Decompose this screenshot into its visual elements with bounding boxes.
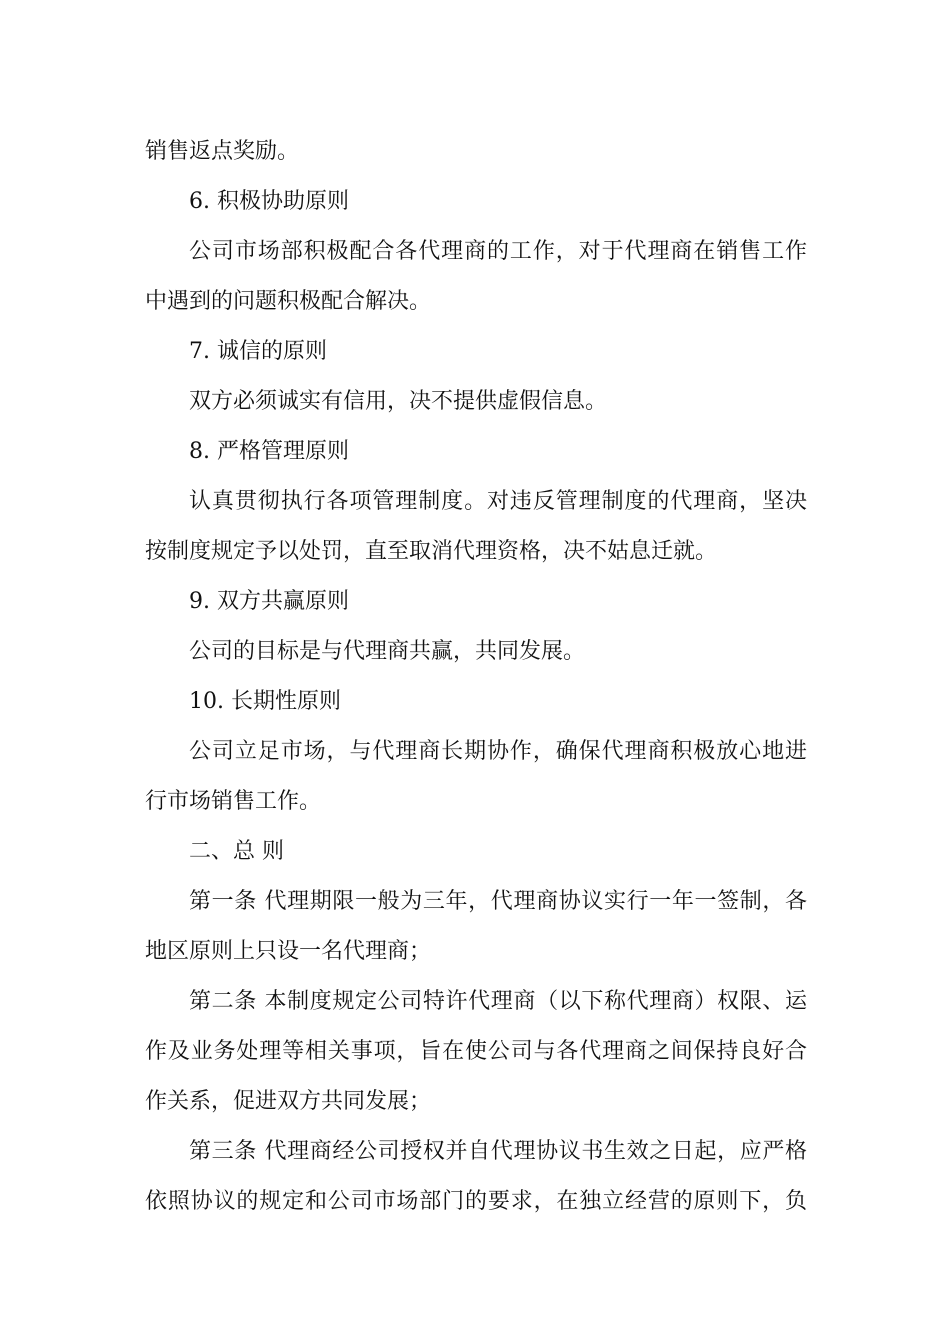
paragraph-line: 行市场销售工作。 <box>145 789 322 814</box>
article-line: 作及业务处理等相关事项，旨在使公司与各代理商之间保持良好合 <box>145 1039 807 1064</box>
paragraph-line: 认真贯彻执行各项管理制度。对违反管理制度的代理商，坚决 <box>189 489 807 514</box>
article-line: 第三条 代理商经公司授权并自代理协议书生效之日起，应严格 <box>189 1139 807 1164</box>
paragraph-line: 按制度规定予以处罚，直至取消代理资格，决不姑息迁就。 <box>145 539 718 564</box>
section-heading: 8. 严格管理原则 <box>189 439 349 464</box>
paragraph-line: 公司市场部积极配合各代理商的工作，对于代理商在销售工作 <box>189 239 807 264</box>
document-body <box>145 127 807 1227</box>
paragraph-line: 公司立足市场，与代理商长期协作，确保代理商积极放心地进 <box>189 739 807 764</box>
section-heading: 10. 长期性原则 <box>189 689 341 714</box>
paragraph-line: 销售返点奖励。 <box>145 139 300 164</box>
section-heading: 7. 诚信的原则 <box>189 339 327 364</box>
section-heading: 9. 双方共赢原则 <box>189 589 349 614</box>
chapter-heading: 二、总 则 <box>189 839 284 864</box>
article-line: 第一条 代理期限一般为三年，代理商协议实行一年一签制，各 <box>189 889 807 914</box>
paragraph-line: 双方必须诚实有信用，决不提供虚假信息。 <box>189 389 608 414</box>
paragraph-line: 中遇到的问题积极配合解决。 <box>145 289 432 314</box>
article-line: 地区原则上只设一名代理商； <box>145 939 432 964</box>
section-heading: 6. 积极协助原则 <box>189 189 349 214</box>
paragraph-line: 公司的目标是与代理商共赢，共同发展。 <box>189 639 586 664</box>
article-line: 依照协议的规定和公司市场部门的要求，在独立经营的原则下，负 <box>145 1189 807 1214</box>
article-line: 作关系，促进双方共同发展； <box>145 1089 432 1114</box>
article-line: 第二条 本制度规定公司特许代理商（以下称代理商）权限、运 <box>189 989 807 1014</box>
